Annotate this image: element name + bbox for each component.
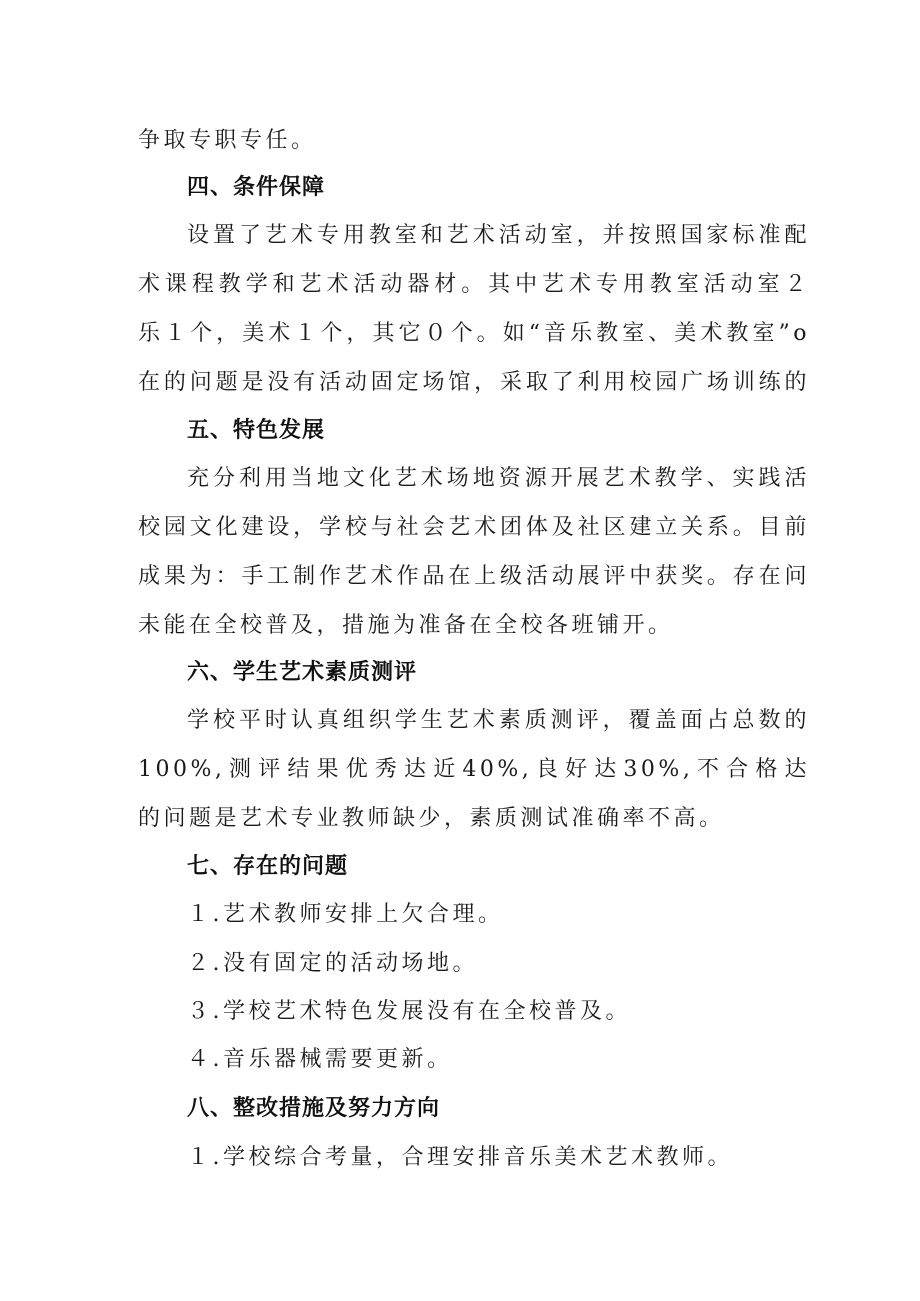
section-heading-problems: 七、存在的问题 [187, 854, 349, 879]
paragraph-line: 术课程教学和艺术活动器材。其中艺术专用教室活动室２ [138, 272, 810, 297]
paragraph-line: 未能在全校普及，措施为准备在全校各班铺开。 [138, 613, 674, 638]
section-heading-features: 五、特色发展 [187, 418, 326, 443]
section-heading-conditions: 四、条件保障 [187, 175, 326, 200]
section-heading-measures: 八、整改措施及努力方向 [187, 1096, 441, 1121]
list-item: ４.音乐器械需要更新。 [187, 1047, 453, 1072]
paragraph-line: 100%,测评结果优秀达近40%,良好达30%,不合格达 [138, 757, 810, 782]
paragraph-line: 成果为：手工制作艺术作品在上级活动展评中获奖。存在问 [138, 564, 810, 589]
list-item: １.艺术教师安排上欠合理。 [187, 902, 504, 927]
list-item: １.学校综合考量，合理安排音乐美术艺术教师。 [187, 1145, 733, 1170]
paragraph-line: 的问题是艺术专业教师缺少，素质测试准确率不高。 [138, 806, 725, 831]
paragraph-line: 设置了艺术专用教室和艺术活动室，并按照国家标准配 [187, 223, 810, 248]
paragraph-line: 乐１个，美术１个，其它０个。如“音乐教室、美术教室”o [138, 321, 810, 346]
paragraph-line: 充分利用当地文化艺术场地资源开展艺术教学、实践活 [187, 466, 810, 491]
paragraph-line: 争取专职专任。 [138, 128, 317, 153]
paragraph-line: 在的问题是没有活动固定场馆，采取了利用校园广场训练的 [138, 370, 810, 395]
list-item: ３.学校艺术特色发展没有在全校普及。 [187, 999, 631, 1024]
section-heading-assessment: 六、学生艺术素质测评 [187, 660, 418, 685]
list-item: ２.没有固定的活动场地。 [187, 951, 478, 976]
paragraph-line: 学校平时认真组织学生艺术素质测评，覆盖面占总数的 [187, 708, 810, 733]
paragraph-line: 校园文化建设，学校与社会艺术团体及社区建立关系。目前 [138, 515, 810, 540]
